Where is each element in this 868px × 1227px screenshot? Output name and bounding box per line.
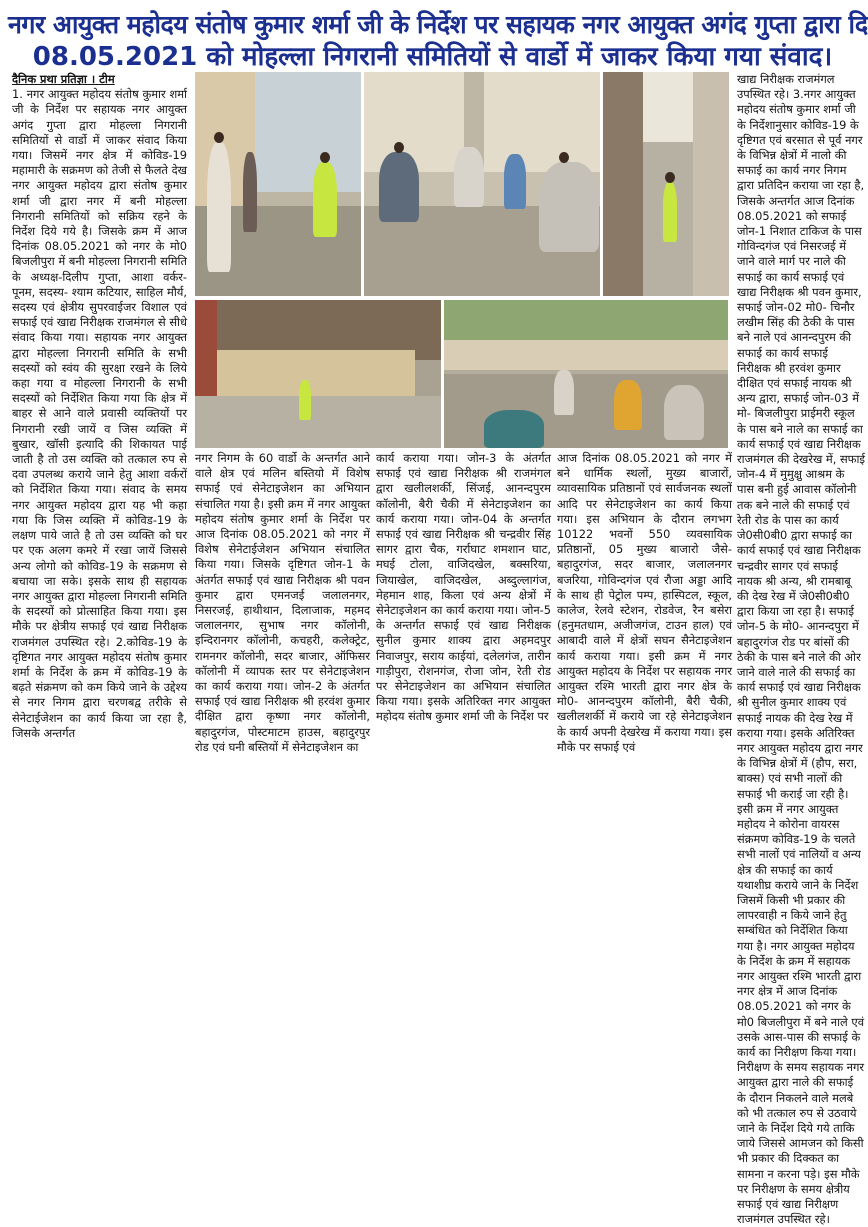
photo-outdoor-meeting bbox=[444, 300, 728, 448]
photo-committee-meeting bbox=[364, 72, 600, 296]
article-column-4 bbox=[557, 451, 732, 756]
headline bbox=[0, 0, 868, 72]
byline: दैनिक प्रथा प्रतिज्ञा । टीम bbox=[12, 72, 115, 86]
photo-courtyard-building bbox=[195, 300, 441, 448]
article-column-1 bbox=[12, 72, 187, 756]
headline-line-1: नगर आयुक्त महोदय संतोष कुमार शर्मा जी के निर्देश पर सहायक नगर आयुक्त अगंद गुप्ता द्वारा दि bbox=[8, 10, 868, 39]
article-text-1: 1. नगर आयुक्त महोदय संतोष कुमार शर्मा जी के निर्देश पर सहायक नगर आयुक्त अगंद गुप्ता द्वारा मोहल्ला निगरानी समितियों से वार्डो में जाकर संवाद किया गया। जिसमें नगर क्षेत्र में कोविड-19 महामारी के सक्रमण को तेजी से फैलते देख नगर आयुक्त महोदय द्वारा संतोष कुमार शर्मा जी द्वारा नगर में बनी मोहल्ला निगरानी समितियों को सक्रिय रहने के निर्देश दिये गये है। जिसके क्रम में आज दिनांक 08.05.2021 को नगर के मो0 बिजलीपुरा में बनी मोहल्ला निगरानी समिति के अध्यक्ष-दिलीप गुप्ता, आशा वर्कर- पूनम, सदस्य- श्याम कटियार, साहिल मौर्य, सदस्य एवं क्षेत्रीय सुपरवाईजर विशाल एवं सफाई एवं खाद्य निरीक्षक राजमंगल से सीधे संवाद किया गया। सहायक नगर आयुक्त द्वारा मोहल्ला निगरानी समिति के सभी सदस्यों को स्वंय की सुरक्षा रखने के लिये कहा गया व मोहल्ला निगरानी के सभी सदस्यों को निर्देशित किया गया कि क्षेत्र में बाहर से आने वाले प्रवासी व्यक्तियों पर निगरानी रखी जायें व जिस व्यक्ति में बुखार, खॉसी इत्यादि की शिकायत पाई जाती है तो उस व्यक्ति को तत्काल रुप से दवा उपलब्ध कराये जाने हेतु आशा वर्करों को निर्देशित किया गया। संवाद के समय नगर आयुक्त महोदय द्वारा यह भी कहा गया कि जिस व्यक्ति में कोविड-19 के लक्षण पाये जाते है तो उस व्यक्ति को घर पर एक अलग कमरे में रखा जायें जिससे अन्य लोगो को कोविड-19 के सक्रमण से बचाया जा सके। इसके साथ ही सहायक नगर आयुक्त द्वारा मोहल्ला निगरानी समिति के सदस्यों को प्रोत्साहित किया गया। इस मौके पर क्षेत्रीय सफाई एवं खाद्य निरीक्षक राजमंगल उपस्थित रहे। 2.कोविड-19 के दृष्टिगत नगर आयुक्त महोदय संतोष कुमार शर्मा के निर्देश के क्रम में कोविड-19 के बढ़ते संक्रमण को कम किये जाने के उद्देश्य से नगर निगम द्वारा चरणबद्व तरीके से सेनेटाईजेशन का कार्य किया जा रहा है, जिसके अन्तर्गत bbox=[12, 87, 187, 740]
article-column-5 bbox=[737, 72, 865, 1227]
headline-line-2: 08.05.2021 को मोहल्ला निगरानी समितियों से वार्डो में जाकर किया गया संवाद। bbox=[32, 42, 833, 72]
article-column-2 bbox=[195, 451, 370, 756]
article-text-3: कार्य कराया गया। जोन-3 के अंतर्गत सफाई एवं खाद्य निरीक्षक श्री राजमंगल द्वारा खलीलशर्की, सिंजई, आनन्दपुरम कॉलोनी, बैरी चैकी में सेनेटाइजेशन का कार्य कराया गया। जोन-04 के अन्तर्गत सफाई एवं खाद्य निरीक्षक श्री चन्द्रवीर सिंह सागर द्वारा चैक, गर्राघाट शमशान घाट, मघई टोला, वाजिदखेल, बक्सरिया, जियाखेल, वाजिदखेल, अब्दुल्लागंज, मेहमान शाह, किला एवं अन्य क्षेत्रों में सेनेटाइजेशन का कार्य कराया गया। जोन-5 के अन्तर्गत सफाई एवं खाद्य निरीक्षक सुनील कुमार शाक्य द्वारा अहमदपुर निवाजपुर, सराय काईयां, दलेलगंज, तारीन गाड़ीपुरा, रोशनगंज, रोजा जोन, रेती रोड पर सेनेटाइजेशन का अभियान संचालित किया गया। इसके अतिरिक्त नगर आयुक्त महोदय संतोष कुमार शर्मा जी के निर्देश पर bbox=[376, 451, 551, 724]
article-text-5: खाद्य निरीक्षक राजमंगल उपस्थित रहे। 3.नगर आयुक्त महोदय संतोष कुमार शर्मा जी के निर्देशानुसार कोविड-19 के दृष्टिगत एवं बरसात से पूर्व नगर के विभिन्न क्षेत्रों में नालो की सफाई का कार्य नगर निगम द्वारा प्रतिदिन कराया जा रहा है, जिसके अन्तर्गत आज दिनांक 08.05.2021 को सफाई जोन-1 निशात टाकिज के पास गोविन्दगंज एवं निसरजई में जाने वाले मार्ग पर नाले की सफाई का कार्य सफाई एवं खाद्य निरीक्षक श्री पवन कुमार, सफाई जोन-02 मो0- चिनौर लखीम सिंह की ठेकी के पास बने नाले एवं आनन्दपुरम की सफाई का कार्य सफाई निरीक्षक श्री हरवंश कुमार दीक्षित एवं सफाई नायक श्री अन्य द्वारा, सफाई जोन-03 में मो- बिजलीपुरा प्राईमरी स्कूल के पास बने नाले का सफाई का कार्य सफाई एवं खाद्य निरीक्षक राजमंगल की देखरेख में, सफाई जोन-4 में मुमुक्षु आश्रम के पास बनी हुई आवास कॉलोनी तक बने नाले की सफाई एवं रेती रोड के पास का कार्य जे0सी0बी0 द्वारा सफाई का कार्य सफाई एवं खाद्य निरीक्षक चन्द्रवीर सागर एवं सफाई नायक श्री अन्य, श्री रामबाबू की देख रेख में जे0सी0बी0 द्वारा किया जा रहा है। सफाई जोन-5 के मो0- आनन्दपुरा में बहादुरगंज रोड पर बांसों की ठेकी के पास बने नाले की ओर जाने वाले नाले की सफाई का कार्य सफाई एवं खाद्य निरीक्षक श्री सुनील कुमार शाक्य एवं सफाई नायक की देख रेख में कराया गया। इसके अतिरिक्त नगर आयुक्त महोदय द्वारा नगर के विभिन्न क्षेत्रों में (हौप, सरा, बाक्स) एवं सभी नालों की सफाई भी कराई जा रही है। इसी क्रम में नगर आयुक्त महोदय ने कोरोना वायरस संक्रमण कोविड-19 के चलते सभी नालों एवं नालियों व अन्य क्षेत्र की सफाई का कार्य यथाशीघ्र कराये जाने के निर्देश जिसमें किसी भी प्रकार की लापरवाही न किये जाने हेतु सम्बंधित को निर्देशित किया गया है। नगर आयुक्त महोदय के निर्देश के क्रम में सहायक नगर आयुक्त रश्मि भारती द्वारा नगर क्षेत्र में आज दिनांक 08.05.2021 को नगर के मो0 बिजलीपुरा में बने नाले एवं उसके आस-पास की सफाई के कार्य का निरीक्षण किया गया। निरीक्षण के समय सहायक नगर आयुक्त द्वारा नाले की सफाई के दौरान निकलने वाले मलबे को भी तत्काल रुप से उठवाये जाने के निर्देश दिये गये ताकि जाये जिससे आमजन को किसी भी प्रकार की दिक्कत का सामना न करना पड़े। इस मौके पर निरीक्षण के समय क्षेत्रीय सफाई एवं खाद्य निरीक्षण राजमंगल उपस्थित रहे। bbox=[737, 72, 865, 1227]
photo-inspection-street bbox=[195, 72, 361, 296]
article-text-2: नगर निगम के 60 वार्डो के अन्तर्गत आने वाले क्षेत्र एवं मलिन बस्तियो में विशेष सफाई एवं सेनेटाइजेशन का अभियान संचालित गया है। इसी क्रम में नगर आयुक्त महोदय संतोष कुमार शर्मा के निर्देश पर आज दिनांक 08.05.2021 को नगर में विशेष सेनेटाईजेशन अभियान संचालित किया गया। जिसके दृष्टिगत जोन-1 के अंतर्गत सफाई एवं खाद्य निरीक्षक श्री पवन कुमार द्वारा एमनजई जलालनगर, निसरजई, हाथीथान, दिलाजाक, महमद जलालनगर, सुभाष नगर कॉलोनी, इन्दिरानगर कॉलोनी, कचहरी, कलेक्ट्रेट, रामनगर कॉलोनी, सदर बाजार, ऑफिसर कॉलोनी में व्यापक स्तर पर सेनेटाइजेशन का कार्य कराया गया। जोन-2 के अंतर्गत सफाई एवं खाद्य निरीक्षक श्री हरवंश कुमार दीक्षित द्वारा कृष्णा नगर कॉलोनी, बहादुरगंज, पोस्टमाटम हाउस, बहादुरपुर रोड एवं घनी बस्तियों में सेनेटाइजेशन का bbox=[195, 451, 370, 754]
article-text-4: आज दिनांक 08.05.2021 को नगर में बने धार्मिक स्थलों, मुख्य बाजारों, व्यावसायिक प्रतिष्ठानों एवं सार्वजनक स्थलों आदि पर सेनेटाइजेशन का कार्य किया गया। इस अभियान के दौरान लगभग 10122 भवनों 550 व्यवसायिक प्रतिष्ठानों, 05 मुख्य बाजारो जैसे- बहादुरगंज, सदर बाजार, जलालनगर बजरिया, गोविन्दगंज एवं रौजा अड्डा आदि के साथ ही पेट्रोल पम्प, हास्पिटल, स्कूल, कालेज, रेलवे स्टेशन, रोडवेज, रैन बसेरा (हनुमतधाम, अजीजगंज, टाउन हाल) एवं आबादी वाले में क्षेत्रों सघन सैनेटाइजेशन कार्य कराया गया। इसी क्रम में नगर आयुक्त महोदय के निर्देश पर सहायक नगर आयुक्त रश्मि भारती द्वारा नगर क्षेत्र के मो0- आनन्दपुरम कॉलोनी, बैरी चैकी, खलीलशर्की में कराये जा रहे सेनेटाइजेशन के कार्य अपनी देखरेख में कराया गया। इस मौके पर सफाई एवं bbox=[557, 451, 732, 754]
photo-sanitation-lane bbox=[603, 72, 729, 296]
article-column-3 bbox=[376, 451, 551, 756]
